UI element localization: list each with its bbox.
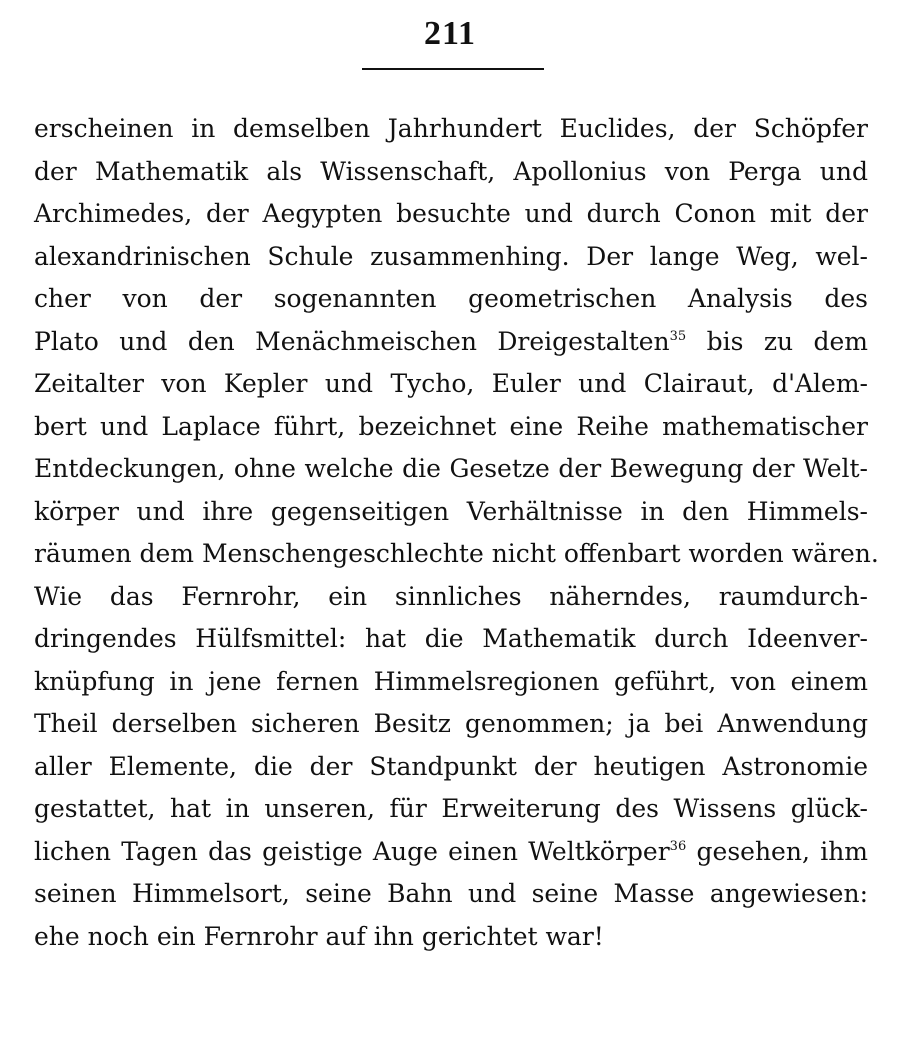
text-line: gestattet, hat in unseren, für Erweiterung des Wissens glück- bbox=[34, 794, 868, 823]
body-text bbox=[34, 108, 879, 958]
text-line: Archimedes, der Aegypten besuchte und durch Conon mit der bbox=[34, 199, 868, 228]
text-line bbox=[34, 321, 868, 364]
text-segment: lichen Tagen das geistige Auge einen Weltkörper bbox=[34, 836, 670, 866]
text-line: dringendes Hülfsmittel: hat die Mathematik durch Ideenver- bbox=[34, 624, 868, 653]
text-line: der Mathematik als Wissenschaft, Apollonius von Perga und bbox=[34, 156, 868, 186]
footnote-marker-36[interactable]: 36 bbox=[669, 838, 687, 854]
text-line bbox=[34, 831, 868, 874]
text-line: körper und ihre gegenseitigen Verhältnisse in den Himmels- bbox=[34, 496, 868, 526]
text-line: alexandrinischen Schule zusammenhing. Der lange Weg, wel- bbox=[34, 241, 868, 271]
text-line: erscheinen in demselben Jahrhundert Euclides, der Schöpfer bbox=[34, 114, 868, 143]
text-line: knüpfung in jene fernen Himmelsregionen geführt, von einem bbox=[34, 666, 868, 696]
header-rule bbox=[362, 68, 544, 70]
text-line: Entdeckungen, ohne welche die Gesetze der Bewegung der Welt- bbox=[34, 454, 868, 483]
text-line: seinen Himmelsort, seine Bahn und seine Masse angewiesen: bbox=[34, 879, 868, 908]
text-line: Zeitalter von Kepler und Tycho, Euler und Clairaut, d'Alem- bbox=[34, 369, 868, 398]
text-line: aller Elemente, die der Standpunkt der heutigen Astronomie bbox=[34, 751, 868, 781]
text-line: bert und Laplace führt, bezeichnet eine Reihe mathematischer bbox=[34, 411, 868, 441]
text-line: räumen dem Menschengeschlechte nicht offenbart worden wären. bbox=[34, 539, 879, 568]
text-line: Wie das Fernrohr, ein sinnliches näherndes, raumdurch- bbox=[34, 581, 868, 611]
text-line: ehe noch ein Fernrohr auf ihn gerichtet war! bbox=[34, 921, 604, 951]
text-line: cher von der sogenannten geometrischen Analysis des bbox=[34, 284, 868, 313]
text-segment: Plato und den Menächmeischen Dreigestalten bbox=[34, 326, 670, 356]
text-line: Theil derselben sicheren Besitz genommen; ja bei Anwendung bbox=[34, 709, 868, 738]
footnote-marker-35[interactable]: 35 bbox=[669, 328, 687, 344]
page-number: 211 bbox=[423, 15, 477, 52]
text-segment: bis zu dem bbox=[706, 326, 869, 356]
text-segment: gesehen, ihm bbox=[696, 836, 869, 866]
